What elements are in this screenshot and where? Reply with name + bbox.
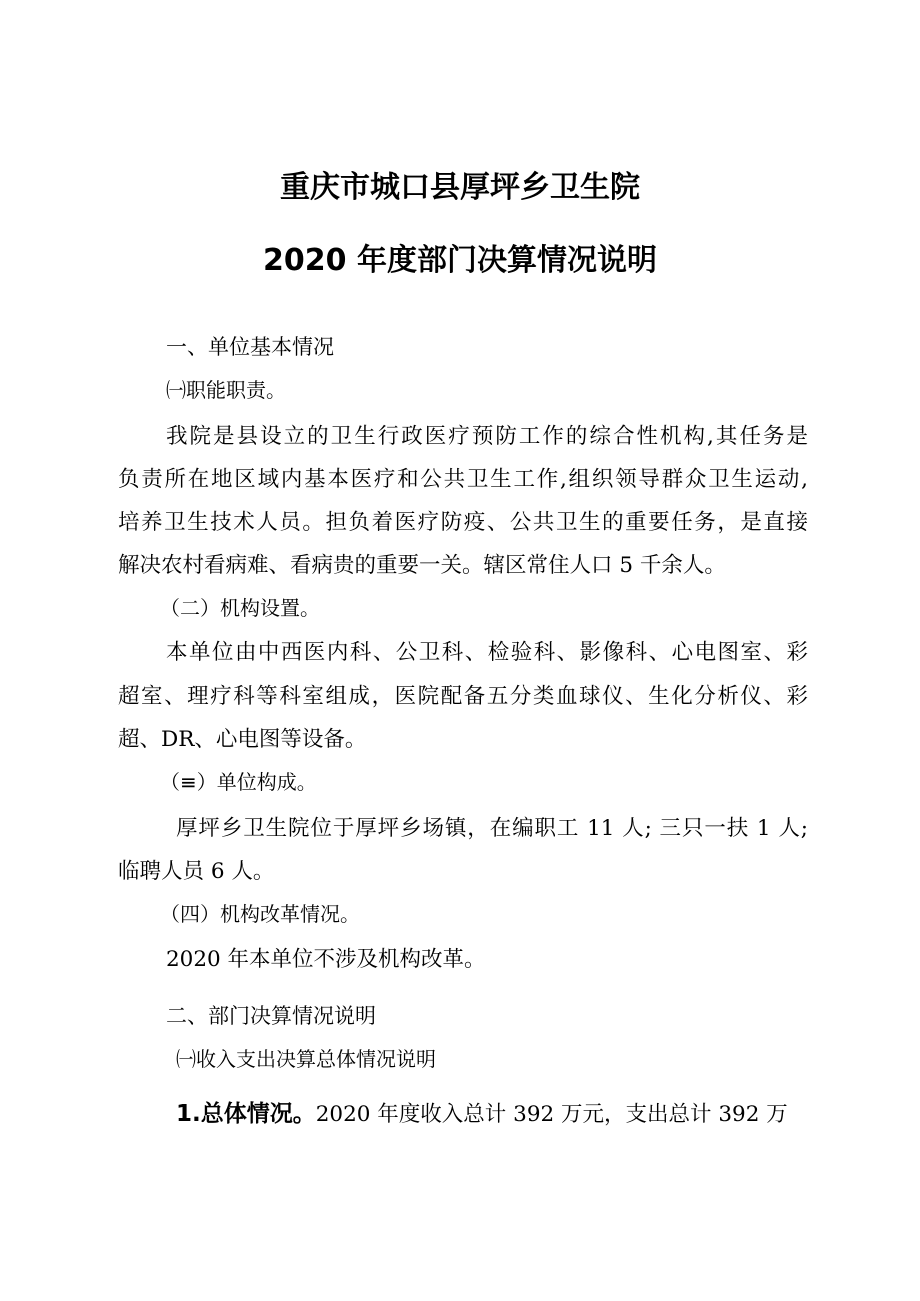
section1-sub3-line2: 临聘人员 6 人。: [118, 859, 275, 884]
section1-sub2-line2: 超室、理疗科等科室组成，医院配备五分类血球仪、生化分析仪、彩: [118, 684, 808, 709]
section1-sub3-line1: 厚坪乡卫生院位于厚坪乡场镇，在编职工 11 人; 三只一扶 1 人;: [176, 816, 808, 841]
section1-sub3-heading: （≡）单位构成。: [160, 770, 317, 794]
section1-sub1-line3: 培养卫生技术人员。担负着医疗防疫、公共卫生的重要任务，是直接: [118, 510, 808, 535]
section1-sub2-line3: 超、DR、心电图等设备。: [118, 727, 367, 752]
section1-sub4-line1: 2020 年本单位不涉及机构改革。: [166, 947, 486, 972]
document-title-line1: 重庆市城口县厚坪乡卫生院: [280, 170, 640, 205]
section1-sub2-line1: 本单位由中西医内科、公卫科、检验科、影像科、心电图室、彩: [166, 640, 808, 665]
section1-sub1-heading: ㈠职能职责。: [166, 378, 286, 402]
section2-sub1-heading: ㈠收入支出决算总体情况说明: [176, 1047, 436, 1071]
section1-sub1-line1: 我院是县设立的卫生行政医疗预防工作的综合性机构,其任务是: [166, 424, 808, 449]
section1-sub1-line2: 负责所在地区域内基本医疗和公共卫生工作,组织领导群众卫生运动,: [118, 467, 808, 492]
document-title-line2: 2020 年度部门决算情况说明: [263, 243, 657, 278]
section1-sub2-heading: （二）机构设置。: [160, 596, 320, 620]
section1-sub4-heading: （四）机构改革情况。: [160, 902, 360, 926]
section2-heading: 二、部门决算情况说明: [166, 1004, 376, 1028]
section2-item1-text: 2020 年度收入总计 392 万元，支出总计 392 万: [315, 1102, 788, 1127]
section1-heading: 一、单位基本情况: [166, 335, 334, 359]
section2-item1: [176, 1095, 808, 1128]
section2-item1-label: 1.总体情况。: [176, 1101, 316, 1127]
section1-sub1-line4: 解决农村看病难、看病贵的重要一关。辖区常住人口 5 千余人。: [118, 553, 726, 578]
